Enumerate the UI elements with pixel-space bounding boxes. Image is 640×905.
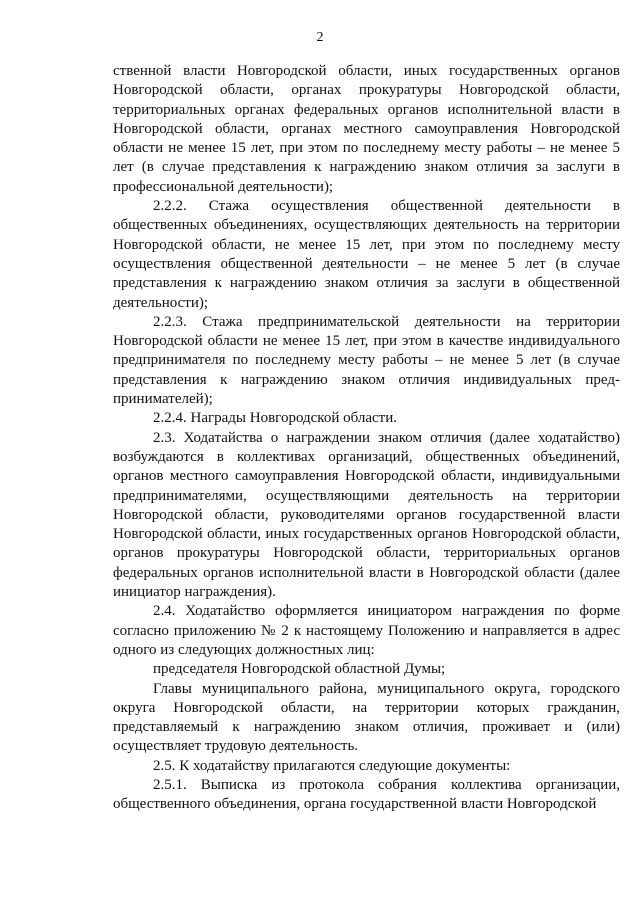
paragraph-2-2-2: 2.2.2. Стажа осуществления общественной деятельности в общественных объединениях, осуществляющих деятельность на территории Новгородской области, не менее 15 лет, при этом по последнему месту осуществления общественной деятельности – не менее 5 лет (в случае представления к награждению знаком отличия за заслуги в общественной деятельности); xyxy=(113,198,620,311)
document-body xyxy=(113,62,620,815)
paragraph-duma-chairman: председателя Новгородской областной Думы; xyxy=(153,661,446,678)
paragraph-municipal-heads: Главы муниципального района, муниципального округа, городского округа Новгородской области, на территории которых гражданин, представляемый к награждению знаком отличия, проживает и (или) осуществляет трудовую деятельность. xyxy=(113,680,620,755)
page-number: 2 xyxy=(316,30,324,45)
paragraph-2-2-4: 2.2.4. Награды Новгородской области. xyxy=(153,410,398,427)
paragraph-2-3: 2.3. Ходатайства о награждении знаком отличия (далее ходатайство) возбуждаются в коллективах организаций, общественных объединений, органов местного самоуправления Новгородской области, индивидуальными предпринимателями, осуществляющими деятельность на территории Новгородской области, руководителями органов государственной власти Новгородской области, иных государственных органов Новгородской области, органов прокуратуры Новгородской области, территориальных органов федеральных органов исполнительной власти в Новгородской области (далее инициатор награждения). xyxy=(113,429,620,601)
paragraph-2-5-1: 2.5.1. Выписка из протокола собрания коллектива организации, общественного объединения, органа государственной власти Новгородской xyxy=(113,776,620,813)
paragraph-2-4: 2.4. Ходатайство оформляется инициатором награждения по форме согласно приложению № 2 к настоящему Положению и направляется в адрес одного из следующих должностных лиц: xyxy=(113,603,620,658)
paragraph-2-2-3: 2.2.3. Стажа предпринимательской деятельности на территории Новгородской области не менее 15 лет, при этом в качестве индивидуального предпринимателя по последнему месту работы – не менее 5 лет (в случае представления к награждению знаком отличия индивидуальных пред-принимателей); xyxy=(113,313,620,408)
paragraph-continuation: ственной власти Новгородской области, иных государственных органов Новгородской области, органах прокуратуры Новгородской области, территориальных органах федеральных органов исполнительной власти в Новгородской области, органах местного самоуправления Новгородской области не менее 15 лет, при этом по последнему месту работы – не менее 5 лет (в случае представления к награждению знаком отличия за заслуги в профессиональной деятельности); xyxy=(113,63,620,195)
paragraph-2-5: 2.5. К ходатайству прилагаются следующие документы: xyxy=(153,757,511,774)
